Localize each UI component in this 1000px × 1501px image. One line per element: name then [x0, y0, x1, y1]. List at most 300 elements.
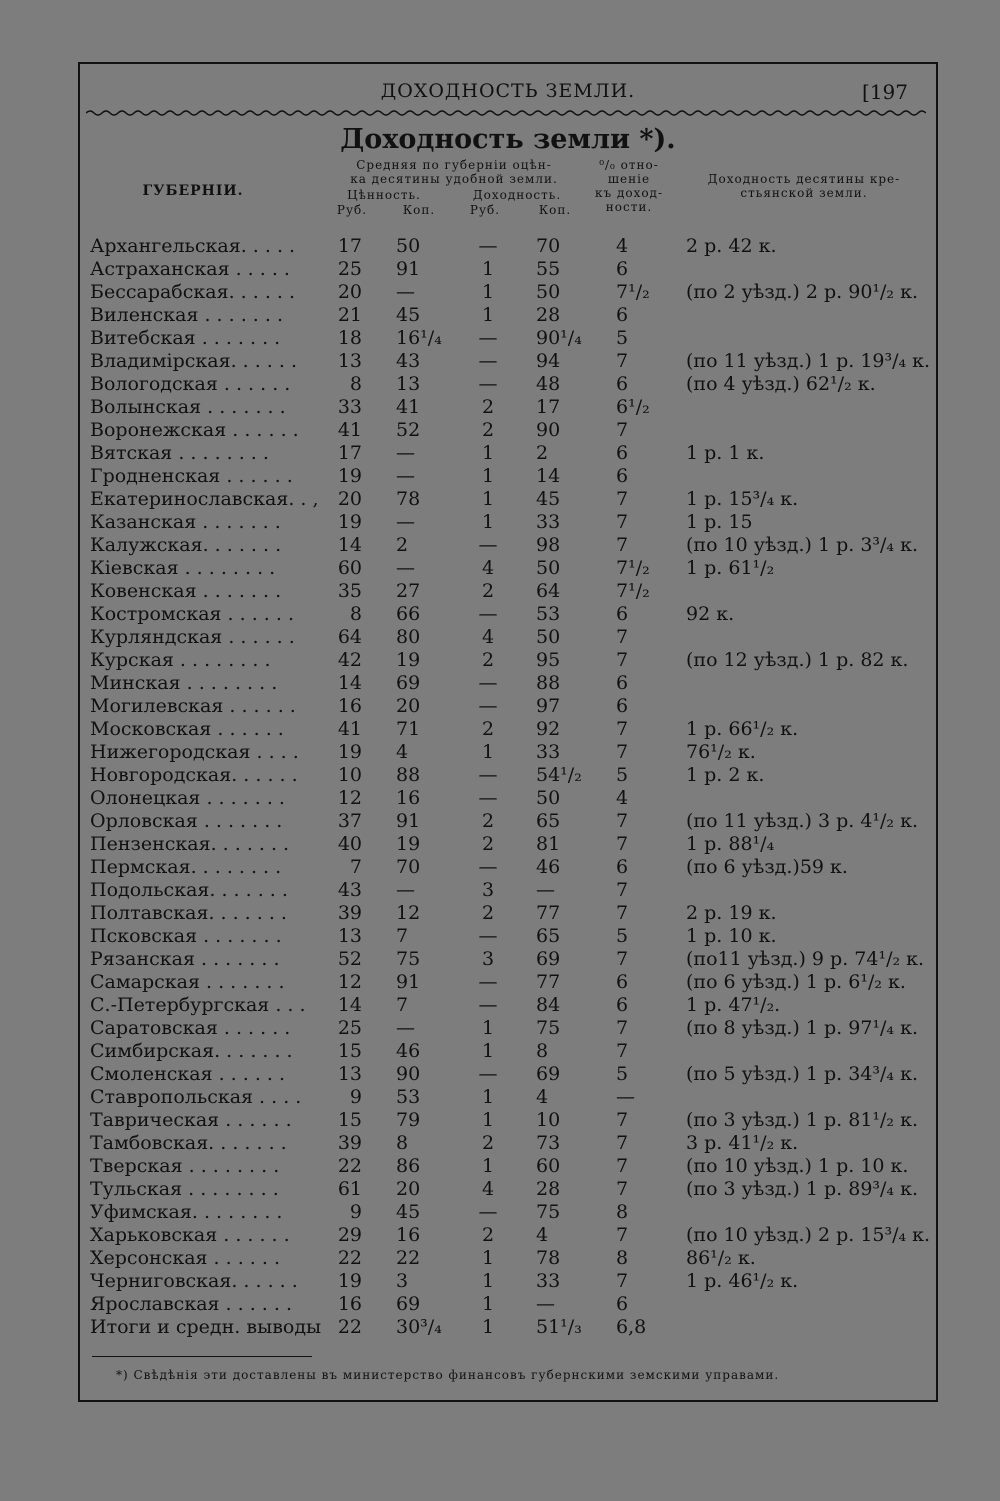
percent-ratio: 7	[616, 1132, 629, 1154]
value-kop: 91	[396, 258, 421, 280]
peasant-income: 92 к.	[686, 603, 735, 625]
yield-rub: 1	[481, 304, 495, 326]
table-row	[78, 1155, 938, 1178]
yield-kop: 4	[536, 1224, 549, 1246]
yield-rub: 1	[481, 511, 495, 533]
province-name: Нижегородская . . . .	[90, 741, 299, 763]
province-name: Подольская. . . . . . .	[90, 879, 288, 901]
table-row	[78, 1040, 938, 1063]
peasant-income: (по 6 уѣзд.)59 к.	[686, 856, 848, 878]
yield-rub: 3	[481, 879, 495, 901]
yield-kop: 60	[536, 1155, 561, 1177]
province-name: Тамбовская. . . . . . .	[90, 1132, 287, 1154]
percent-ratio: 7	[616, 902, 629, 924]
province-name: Ковенская . . . . . . .	[90, 580, 282, 602]
yield-rub: 2	[481, 396, 495, 418]
header-rub1: Руб.	[336, 203, 368, 217]
province-name: Курляндская . . . . . .	[90, 626, 295, 648]
percent-ratio: 7¹/₂	[616, 281, 650, 303]
table-row	[78, 902, 938, 925]
value-kop: 88	[396, 764, 421, 786]
table-row	[78, 419, 938, 442]
yield-rub: 3	[481, 948, 495, 970]
province-name: Костромская . . . . . .	[90, 603, 294, 625]
percent-ratio: 7	[616, 718, 629, 740]
table-row	[78, 442, 938, 465]
yield-rub: 4	[481, 1178, 495, 1200]
running-header: ДОХОДНОСТЬ ЗЕМЛИ.	[380, 80, 636, 102]
footnote: *) Свѣдѣнія эти доставлены въ министерство финансовъ губернскими земскими управами.	[116, 1368, 780, 1382]
peasant-income: 86¹/₂ к.	[686, 1247, 756, 1269]
percent-ratio: 7	[616, 1155, 629, 1177]
value-kop: —	[396, 281, 415, 303]
header-yield: Доходность.	[472, 188, 562, 202]
peasant-income: (по 2 уѣзд.) 2 р. 90¹/₂ к.	[686, 281, 919, 303]
yield-kop: 50	[536, 787, 561, 809]
table-row	[78, 235, 938, 258]
yield-kop: —	[536, 879, 555, 901]
peasant-income: (по 3 уѣзд.) 1 р. 81¹/₂ к.	[686, 1109, 919, 1131]
percent-ratio: 6¹/₂	[616, 396, 650, 418]
header-pct-line1: ⁰/₀ отно-	[599, 158, 659, 172]
table-row	[78, 1017, 938, 1040]
table-row	[78, 1224, 938, 1247]
percent-ratio: 6	[616, 695, 629, 717]
yield-rub: 1	[481, 1247, 495, 1269]
header-pct-line4: ности.	[605, 200, 653, 214]
header-avg-line1: Средняя по губерніи оцѣн-	[356, 158, 552, 172]
province-name: Виленская . . . . . . .	[90, 304, 283, 326]
peasant-income: 1 р. 15	[686, 511, 753, 533]
province-name: Вятская . . . . . . . .	[90, 442, 269, 464]
value-kop: 4	[396, 741, 409, 763]
yield-rub: —	[478, 1201, 498, 1223]
yield-kop: 88	[536, 672, 561, 694]
value-rub: 19	[337, 741, 362, 763]
yield-rub: —	[478, 534, 498, 556]
table-row	[78, 856, 938, 879]
yield-kop: 75	[536, 1017, 561, 1039]
table-row	[78, 281, 938, 304]
value-kop: 27	[396, 580, 421, 602]
province-name: Калужская. . . . . . .	[90, 534, 282, 556]
province-name: Симбирская. . . . . . .	[90, 1040, 293, 1062]
value-rub: 22	[337, 1247, 362, 1269]
value-rub: 39	[337, 902, 362, 924]
value-kop: 41	[396, 396, 421, 418]
value-kop: 79	[396, 1109, 421, 1131]
percent-ratio: 5	[616, 327, 629, 349]
document-page	[78, 62, 938, 1402]
value-rub: 17	[337, 235, 362, 257]
percent-ratio: 5	[616, 764, 629, 786]
province-name: Екатеринославская. . ,	[90, 488, 319, 510]
value-rub: 42	[337, 649, 362, 671]
yield-kop: 2	[536, 442, 549, 464]
yield-kop: 53	[536, 603, 561, 625]
value-kop: 50	[396, 235, 421, 257]
value-rub: 22	[337, 1316, 362, 1338]
value-rub: 22	[337, 1155, 362, 1177]
province-name: Астраханская . . . . .	[90, 258, 290, 280]
yield-kop: 65	[536, 925, 561, 947]
header-income-line2: стьянской земли.	[740, 186, 868, 200]
value-kop: 7	[396, 994, 409, 1016]
value-rub: 15	[337, 1109, 362, 1131]
yield-kop: 33	[536, 511, 561, 533]
percent-ratio: 6	[616, 971, 629, 993]
value-kop: 16	[396, 787, 421, 809]
percent-ratio: 8	[616, 1247, 629, 1269]
peasant-income: (по 10 уѣзд.) 1 р. 3³/₄ к.	[686, 534, 919, 556]
yield-rub: 1	[481, 465, 495, 487]
value-kop: 20	[396, 695, 421, 717]
yield-rub: 1	[481, 741, 495, 763]
province-name: Ярославская . . . . . .	[90, 1293, 292, 1315]
yield-rub: —	[478, 695, 498, 717]
value-rub: 25	[337, 1017, 362, 1039]
value-rub: 15	[337, 1040, 362, 1062]
yield-kop: 28	[536, 1178, 561, 1200]
table-row	[78, 603, 938, 626]
value-rub: 12	[337, 971, 362, 993]
page-number: [197	[862, 80, 908, 104]
table-row	[78, 1132, 938, 1155]
table-row	[78, 626, 938, 649]
province-name: Таврическая . . . . . .	[90, 1109, 292, 1131]
value-rub: 19	[337, 1270, 362, 1292]
table-row	[78, 718, 938, 741]
value-rub: 40	[337, 833, 362, 855]
percent-ratio: 7	[616, 1040, 629, 1062]
table-row	[78, 1201, 938, 1224]
value-rub: 16	[337, 695, 362, 717]
yield-rub: —	[478, 373, 498, 395]
peasant-income: 1 р. 1 к.	[686, 442, 765, 464]
value-kop: 90	[396, 1063, 421, 1085]
province-name: Черниговская. . . . . .	[90, 1270, 298, 1292]
value-kop: 16¹/₄	[396, 327, 442, 349]
value-kop: 69	[396, 1293, 421, 1315]
table-row	[78, 948, 938, 971]
peasant-income: (по 5 уѣзд.) 1 р. 34³/₄ к.	[686, 1063, 919, 1085]
province-name: Курская . . . . . . . .	[90, 649, 271, 671]
yield-kop: 81	[536, 833, 561, 855]
peasant-income: 1 р. 15³/₄ к.	[686, 488, 799, 510]
percent-ratio: 6	[616, 442, 629, 464]
yield-kop: 84	[536, 994, 561, 1016]
yield-kop: 70	[536, 235, 561, 257]
value-rub: 16	[337, 1293, 362, 1315]
value-rub: 8	[349, 373, 362, 395]
percent-ratio: 7	[616, 488, 629, 510]
percent-ratio: —	[616, 1086, 635, 1108]
peasant-income: (по11 уѣзд.) 9 р. 74¹/₂ к.	[686, 948, 925, 970]
value-kop: 2	[396, 534, 409, 556]
yield-kop: 4	[536, 1086, 549, 1108]
percent-ratio: 5	[616, 1063, 629, 1085]
yield-kop: 8	[536, 1040, 549, 1062]
value-kop: —	[396, 442, 415, 464]
percent-ratio: 6	[616, 465, 629, 487]
header-rub2: Руб.	[469, 203, 501, 217]
table-row	[78, 373, 938, 396]
peasant-income: 1 р. 66¹/₂ к.	[686, 718, 799, 740]
value-rub: 12	[337, 787, 362, 809]
province-name: Кіевская . . . . . . . .	[90, 557, 276, 579]
province-name: Московская . . . . . .	[90, 718, 284, 740]
table-row	[78, 1270, 938, 1293]
table-row	[78, 304, 938, 327]
value-rub: 39	[337, 1132, 362, 1154]
yield-kop: 54¹/₂	[536, 764, 582, 786]
header-province: ГУБЕРНІИ.	[142, 183, 244, 199]
yield-rub: —	[478, 856, 498, 878]
yield-kop: 50	[536, 626, 561, 648]
value-rub: 29	[337, 1224, 362, 1246]
province-name: Могилевская . . . . . .	[90, 695, 296, 717]
peasant-income: 1 р. 2 к.	[686, 764, 765, 786]
peasant-income: (по 4 уѣзд.) 62¹/₂ к.	[686, 373, 876, 395]
percent-ratio: 6	[616, 856, 629, 878]
province-name: Воронежская . . . . . .	[90, 419, 299, 441]
header-kop1: Коп.	[402, 203, 436, 217]
value-kop: 46	[396, 1040, 421, 1062]
percent-ratio: 7	[616, 810, 629, 832]
value-rub: 25	[337, 258, 362, 280]
yield-rub: 2	[481, 649, 495, 671]
percent-ratio: 6	[616, 258, 629, 280]
province-name: Тульская . . . . . . . .	[90, 1178, 279, 1200]
yield-rub: 1	[481, 1017, 495, 1039]
table-row	[78, 741, 938, 764]
value-rub: 14	[337, 994, 362, 1016]
percent-ratio: 6	[616, 672, 629, 694]
province-name: Уфимская. . . . . . . .	[90, 1201, 283, 1223]
table-row	[78, 534, 938, 557]
peasant-income: (по 8 уѣзд.) 1 р. 97¹/₄ к.	[686, 1017, 919, 1039]
table-row	[78, 1109, 938, 1132]
header-kop2: Коп.	[538, 203, 572, 217]
percent-ratio: 7	[616, 833, 629, 855]
yield-rub: 2	[481, 1132, 495, 1154]
yield-kop: 97	[536, 695, 561, 717]
province-name: Орловская . . . . . . .	[90, 810, 283, 832]
table-row	[78, 396, 938, 419]
percent-ratio: 7	[616, 649, 629, 671]
province-name: Казанская . . . . . . .	[90, 511, 281, 533]
peasant-income: 1 р. 88¹/₄	[686, 833, 775, 855]
percent-ratio: 6	[616, 304, 629, 326]
yield-kop: 50	[536, 557, 561, 579]
value-kop: 7	[396, 925, 409, 947]
table-row	[78, 488, 938, 511]
province-name: Смоленская . . . . . .	[90, 1063, 286, 1085]
percent-ratio: 7	[616, 879, 629, 901]
value-rub: 9	[349, 1201, 362, 1223]
value-rub: 19	[337, 465, 362, 487]
peasant-income: (по 11 уѣзд.) 3 р. 4¹/₂ к.	[686, 810, 919, 832]
yield-rub: 2	[481, 810, 495, 832]
table-row	[78, 258, 938, 281]
percent-ratio: 7	[616, 948, 629, 970]
peasant-income: (по 10 уѣзд.) 1 р. 10 к.	[686, 1155, 909, 1177]
yield-kop: 69	[536, 948, 561, 970]
value-kop: 22	[396, 1247, 421, 1269]
footnote-rule	[92, 1356, 312, 1357]
yield-rub: 2	[481, 902, 495, 924]
percent-ratio: 7	[616, 534, 629, 556]
province-name: Минская . . . . . . . .	[90, 672, 278, 694]
value-kop: 71	[396, 718, 421, 740]
value-rub: 17	[337, 442, 362, 464]
peasant-income: 2 р. 19 к.	[686, 902, 777, 924]
value-kop: —	[396, 511, 415, 533]
yield-kop: 45	[536, 488, 561, 510]
value-rub: 35	[337, 580, 362, 602]
value-kop: 19	[396, 833, 421, 855]
table-row	[78, 879, 938, 902]
province-name: Гродненская . . . . . .	[90, 465, 293, 487]
yield-rub: —	[478, 1063, 498, 1085]
percent-ratio: 4	[616, 235, 629, 257]
value-kop: 43	[396, 350, 421, 372]
yield-rub: —	[478, 672, 498, 694]
value-rub: 41	[337, 419, 362, 441]
province-name: Харьковская . . . . . .	[90, 1224, 290, 1246]
value-kop: 8	[396, 1132, 409, 1154]
yield-rub: 1	[481, 1109, 495, 1131]
yield-kop: 46	[536, 856, 561, 878]
peasant-income: 1 р. 46¹/₂ к.	[686, 1270, 799, 1292]
yield-rub: 1	[481, 442, 495, 464]
value-kop: 30³/₄	[396, 1316, 442, 1338]
value-rub: 20	[337, 488, 362, 510]
yield-rub: —	[478, 235, 498, 257]
page-title: Доходность земли *).	[340, 124, 676, 155]
yield-kop: 75	[536, 1201, 561, 1223]
peasant-income: 2 р. 42 к.	[686, 235, 777, 257]
percent-ratio: 4	[616, 787, 629, 809]
value-kop: 16	[396, 1224, 421, 1246]
peasant-income: 1 р. 10 к.	[686, 925, 777, 947]
frame-bottom-rule	[78, 1400, 938, 1402]
yield-kop: 90	[536, 419, 561, 441]
value-kop: 52	[396, 419, 421, 441]
value-kop: 75	[396, 948, 421, 970]
value-kop: 66	[396, 603, 421, 625]
percent-ratio: 6	[616, 603, 629, 625]
yield-rub: 1	[481, 1040, 495, 1062]
wavy-divider	[86, 108, 926, 118]
yield-kop: 51¹/₃	[536, 1316, 582, 1338]
yield-kop: 33	[536, 1270, 561, 1292]
yield-kop: 78	[536, 1247, 561, 1269]
province-name: Итоги и средн. выводы	[90, 1316, 322, 1338]
percent-ratio: 7	[616, 1109, 629, 1131]
table-row	[78, 1178, 938, 1201]
yield-kop: 17	[536, 396, 561, 418]
value-rub: 20	[337, 281, 362, 303]
yield-rub: —	[478, 994, 498, 1016]
yield-rub: 1	[481, 1316, 495, 1338]
value-rub: 13	[337, 350, 362, 372]
yield-rub: 2	[481, 833, 495, 855]
peasant-income: (по 3 уѣзд.) 1 р. 89³/₄ к.	[686, 1178, 919, 1200]
yield-rub: —	[478, 971, 498, 993]
table-row	[78, 1086, 938, 1109]
table-row	[78, 580, 938, 603]
value-rub: 9	[349, 1086, 362, 1108]
value-kop: 13	[396, 373, 421, 395]
value-rub: 60	[337, 557, 362, 579]
table-row	[78, 695, 938, 718]
data-table	[78, 235, 938, 1339]
province-name: Ставропольская . . . .	[90, 1086, 302, 1108]
value-rub: 43	[337, 879, 362, 901]
peasant-income: 1 р. 47¹/₂.	[686, 994, 781, 1016]
peasant-income: (по 6 уѣзд.) 1 р. 6¹/₂ к.	[686, 971, 906, 993]
yield-kop: 92	[536, 718, 561, 740]
table-row	[78, 994, 938, 1017]
yield-rub: —	[478, 925, 498, 947]
table-row	[78, 511, 938, 534]
percent-ratio: 7	[616, 1224, 629, 1246]
value-rub: 33	[337, 396, 362, 418]
percent-ratio: 6,8	[616, 1316, 647, 1338]
value-kop: —	[396, 465, 415, 487]
value-rub: 64	[337, 626, 362, 648]
percent-ratio: 8	[616, 1201, 629, 1223]
yield-kop: 90¹/₄	[536, 327, 582, 349]
percent-ratio: 6	[616, 994, 629, 1016]
value-kop: 78	[396, 488, 421, 510]
percent-ratio: 7¹/₂	[616, 557, 650, 579]
province-name: Псковская . . . . . . .	[90, 925, 282, 947]
percent-ratio: 7	[616, 419, 629, 441]
value-rub: 41	[337, 718, 362, 740]
yield-kop: 95	[536, 649, 561, 671]
header-value: Цѣнность.	[347, 188, 421, 202]
yield-kop: 73	[536, 1132, 561, 1154]
table-row	[78, 350, 938, 373]
province-name: Архангельская. . . . .	[90, 235, 296, 257]
value-kop: 70	[396, 856, 421, 878]
peasant-income: (по 11 уѣзд.) 1 р. 19³/₄ к.	[686, 350, 931, 372]
percent-ratio: 7	[616, 626, 629, 648]
value-kop: 3	[396, 1270, 409, 1292]
province-name: Вологодская . . . . . .	[90, 373, 291, 395]
yield-rub: 2	[481, 580, 495, 602]
province-name: Тверская . . . . . . . .	[90, 1155, 280, 1177]
value-kop: 91	[396, 810, 421, 832]
yield-rub: —	[478, 350, 498, 372]
yield-rub: —	[478, 327, 498, 349]
value-kop: 12	[396, 902, 421, 924]
province-name: С.-Петербургская . . .	[90, 994, 306, 1016]
yield-kop: 77	[536, 902, 561, 924]
yield-kop: 14	[536, 465, 561, 487]
yield-rub: 4	[481, 557, 495, 579]
header-pct-line2: шеніе	[607, 172, 651, 186]
yield-rub: —	[478, 764, 498, 786]
percent-ratio: 6	[616, 1293, 629, 1315]
yield-rub: —	[478, 787, 498, 809]
yield-kop: 64	[536, 580, 561, 602]
value-rub: 7	[349, 856, 362, 878]
yield-kop: 98	[536, 534, 561, 556]
percent-ratio: 7	[616, 741, 629, 763]
